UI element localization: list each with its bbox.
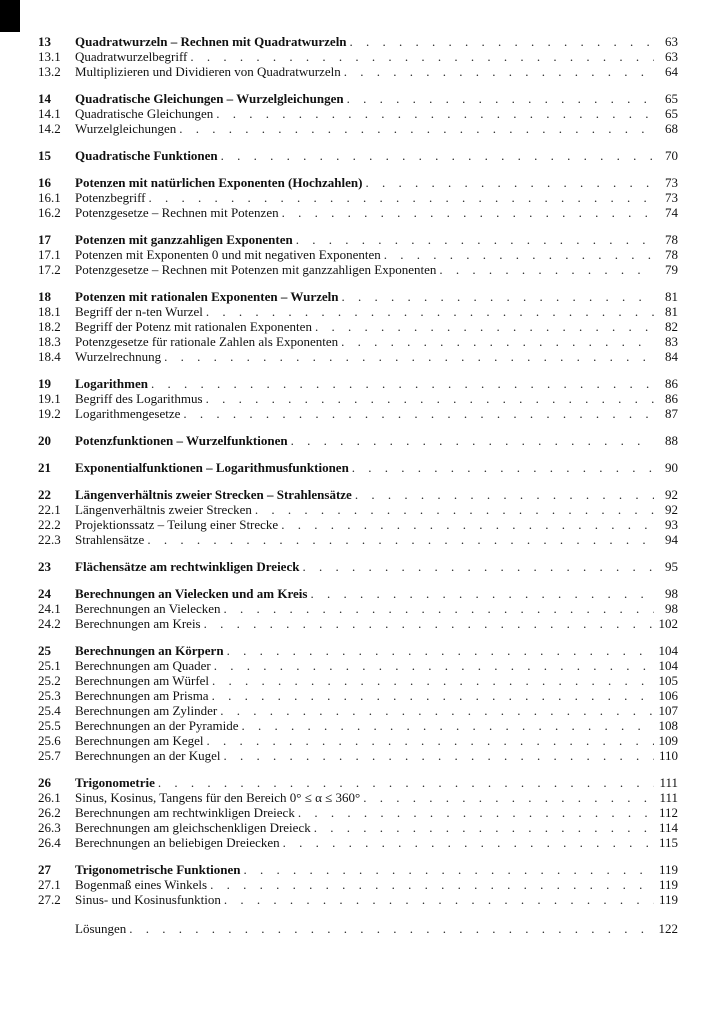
toc-leader-dots xyxy=(349,460,654,475)
toc-section-row xyxy=(38,616,678,631)
toc-page-number: 106 xyxy=(658,688,678,703)
toc-leader-dots xyxy=(312,319,654,334)
toc-page-number: 119 xyxy=(658,877,678,892)
toc-leader-dots xyxy=(126,921,654,936)
toc-section-row xyxy=(38,406,678,421)
toc-page-number: 119 xyxy=(658,892,678,907)
toc-leader-dots xyxy=(221,601,654,616)
toc-title: Wurzelrechnung xyxy=(75,349,162,364)
toc-title: Berechnungen am Prisma xyxy=(75,688,209,703)
toc-title: Exponentialfunktionen – Logarithmusfunktionen xyxy=(75,460,349,475)
toc-number: 26.1 xyxy=(38,790,61,805)
toc-section-row xyxy=(38,319,678,334)
toc-number: 19.1 xyxy=(38,391,61,406)
toc-page-number: 65 xyxy=(665,106,678,121)
toc-leader-dots xyxy=(338,334,654,349)
toc-number: 19.2 xyxy=(38,406,61,421)
toc-leader-dots xyxy=(211,658,654,673)
toc-page-number: 94 xyxy=(665,532,678,547)
toc-section-row xyxy=(38,673,678,688)
toc-title: Quadratwurzelbegriff xyxy=(75,49,188,64)
toc-number: 21 xyxy=(38,460,51,475)
toc-page-number: 102 xyxy=(658,616,678,631)
toc-section-row xyxy=(38,703,678,718)
toc-page-number: 98 xyxy=(665,586,678,601)
toc-page-number: 84 xyxy=(665,349,678,364)
toc-number: 26.3 xyxy=(38,820,61,835)
toc-page-number: 111 xyxy=(659,775,678,790)
toc-leader-dots xyxy=(176,121,654,136)
toc-page-number: 110 xyxy=(658,748,678,763)
toc-title: Potenzbegriff xyxy=(75,190,146,205)
table-of-contents xyxy=(38,34,678,936)
toc-leader-dots xyxy=(278,517,654,532)
toc-page-number: 88 xyxy=(665,433,678,448)
toc-title: Berechnungen an Vielecken und am Kreis xyxy=(75,586,308,601)
toc-section-row xyxy=(38,718,678,733)
toc-number: 17.1 xyxy=(38,247,61,262)
toc-number: 14.2 xyxy=(38,121,61,136)
toc-title: Potenzen mit rationalen Exponenten – Wurzeln xyxy=(75,289,339,304)
toc-number: 24.2 xyxy=(38,616,61,631)
toc-leader-dots xyxy=(220,748,654,763)
toc-number: 25.5 xyxy=(38,718,61,733)
toc-leader-dots xyxy=(347,34,654,49)
toc-page-number: 114 xyxy=(658,820,678,835)
toc-number: 27.2 xyxy=(38,892,61,907)
toc-number: 24 xyxy=(38,586,51,601)
toc-leader-dots xyxy=(279,205,654,220)
toc-page-number: 65 xyxy=(665,91,678,106)
toc-number: 14.1 xyxy=(38,106,61,121)
toc-page-number: 86 xyxy=(665,376,678,391)
toc-chapter-row xyxy=(38,289,678,304)
toc-section-row xyxy=(38,334,678,349)
toc-section-row xyxy=(38,835,678,850)
toc-page-number: 74 xyxy=(665,205,678,220)
toc-leader-dots xyxy=(213,106,654,121)
toc-page-number: 81 xyxy=(665,289,678,304)
toc-title: Quadratische Funktionen xyxy=(75,148,218,163)
toc-title: Berechnungen am Kreis xyxy=(75,616,201,631)
toc-leader-dots xyxy=(293,232,654,247)
toc-section-row xyxy=(38,877,678,892)
toc-title: Projektionssatz – Teilung einer Strecke xyxy=(75,517,279,532)
toc-section-row xyxy=(38,733,678,748)
toc-page-number: 119 xyxy=(658,862,678,877)
toc-leader-dots xyxy=(299,559,654,574)
toc-page-number: 78 xyxy=(665,232,678,247)
toc-title: Potenzgesetze – Rechnen mit Potenzen xyxy=(75,205,279,220)
toc-title: Berechnungen an Körpern xyxy=(75,643,224,658)
toc-page-number: 63 xyxy=(665,34,678,49)
toc-section-row xyxy=(38,658,678,673)
toc-page-number: 92 xyxy=(665,487,678,502)
toc-page-number: 68 xyxy=(665,121,678,136)
toc-title: Lösungen xyxy=(75,921,127,936)
toc-section-row xyxy=(38,517,678,532)
toc-page-number: 79 xyxy=(665,262,678,277)
toc-chapter-row xyxy=(38,433,678,448)
toc-leader-dots xyxy=(280,835,654,850)
toc-title: Begriff der Potenz mit rationalen Exponenten xyxy=(75,319,312,334)
toc-section-row xyxy=(38,748,678,763)
scan-corner-mark xyxy=(0,0,20,32)
toc-number: 23 xyxy=(38,559,51,574)
toc-number: 16.2 xyxy=(38,205,61,220)
toc-number: 17.2 xyxy=(38,262,61,277)
toc-section-row xyxy=(38,688,678,703)
toc-number: 27 xyxy=(38,862,51,877)
toc-title: Multiplizieren und Dividieren von Quadratwurzeln xyxy=(75,64,341,79)
toc-title: Potenzgesetze – Rechnen mit Potenzen mit ganzzahligen Exponenten xyxy=(75,262,437,277)
toc-leader-dots xyxy=(161,349,654,364)
toc-title: Potenzgesetze für rationale Zahlen als Exponenten xyxy=(75,334,339,349)
toc-title: Potenzen mit natürlichen Exponenten (Hochzahlen) xyxy=(75,175,363,190)
toc-number: 13 xyxy=(38,34,51,49)
toc-chapter-row xyxy=(38,91,678,106)
toc-number: 13.1 xyxy=(38,49,61,64)
toc-chapter-row xyxy=(38,148,678,163)
toc-section-row xyxy=(38,601,678,616)
toc-page-number: 109 xyxy=(658,733,678,748)
toc-title: Berechnungen am Zylinder xyxy=(75,703,218,718)
toc-title: Berechnungen an der Kugel xyxy=(75,748,221,763)
toc-title: Berechnungen an Vielecken xyxy=(75,601,221,616)
toc-chapter-row xyxy=(38,175,678,190)
toc-number: 18.2 xyxy=(38,319,61,334)
toc-title: Begriff des Logarithmus xyxy=(75,391,203,406)
toc-title: Begriff der n-ten Wurzel xyxy=(75,304,203,319)
toc-number: 16.1 xyxy=(38,190,61,205)
toc-page-number: 92 xyxy=(665,502,678,517)
toc-leader-dots xyxy=(201,616,654,631)
toc-section-row xyxy=(38,247,678,262)
toc-page-number: 87 xyxy=(665,406,678,421)
toc-number: 16 xyxy=(38,175,51,190)
toc-number: 17 xyxy=(38,232,51,247)
toc-page-number: 70 xyxy=(665,148,678,163)
toc-number: 25 xyxy=(38,643,51,658)
toc-leader-dots xyxy=(187,49,654,64)
toc-leader-dots xyxy=(360,790,654,805)
toc-page-number: 73 xyxy=(665,175,678,190)
toc-number: 19 xyxy=(38,376,51,391)
toc-title: Berechnungen am gleichschenkligen Dreieck xyxy=(75,820,311,835)
toc-title: Flächensätze am rechtwinkligen Dreieck xyxy=(75,559,300,574)
toc-page-number: 108 xyxy=(658,718,678,733)
toc-section-row xyxy=(38,190,678,205)
toc-leader-dots xyxy=(239,718,654,733)
toc-page-number: 112 xyxy=(658,805,678,820)
toc-number: 25.4 xyxy=(38,703,61,718)
toc-leader-dots xyxy=(144,532,654,547)
toc-chapter-row xyxy=(38,34,678,49)
toc-title: Sinus- und Kosinusfunktion xyxy=(75,892,221,907)
toc-title: Trigonometrische Funktionen xyxy=(75,862,241,877)
toc-page-number: 104 xyxy=(658,643,678,658)
toc-section-row xyxy=(38,391,678,406)
toc-leader-dots xyxy=(217,703,654,718)
toc-leader-dots xyxy=(288,433,654,448)
toc-chapter-row xyxy=(38,559,678,574)
toc-section-row xyxy=(38,262,678,277)
toc-title: Wurzelgleichungen xyxy=(75,121,177,136)
toc-leader-dots xyxy=(209,688,654,703)
toc-number: 25.7 xyxy=(38,748,61,763)
toc-title: Berechnungen an der Pyramide xyxy=(75,718,239,733)
toc-section-row xyxy=(38,64,678,79)
toc-leader-dots xyxy=(146,190,654,205)
toc-page-number: 111 xyxy=(659,790,678,805)
toc-number: 25.3 xyxy=(38,688,61,703)
toc-page-number: 93 xyxy=(665,517,678,532)
toc-section-row xyxy=(38,106,678,121)
toc-title: Quadratwurzeln – Rechnen mit Quadratwurzeln xyxy=(75,34,347,49)
toc-leader-dots xyxy=(339,289,655,304)
toc-title: Quadratische Gleichungen – Wurzelgleichungen xyxy=(75,91,344,106)
toc-number: 14 xyxy=(38,91,51,106)
toc-leader-dots xyxy=(203,304,654,319)
toc-number: 13.2 xyxy=(38,64,61,79)
toc-title: Sinus, Kosinus, Tangens für den Bereich 0° ≤ α ≤ 360° xyxy=(75,790,361,805)
toc-number: 22.2 xyxy=(38,517,61,532)
toc-page-number: 122 xyxy=(658,921,678,936)
toc-page-number: 104 xyxy=(658,658,678,673)
toc-number: 25.1 xyxy=(38,658,61,673)
toc-solutions-row xyxy=(38,921,678,936)
toc-leader-dots xyxy=(311,820,654,835)
toc-page-number: 107 xyxy=(658,703,678,718)
toc-section-row xyxy=(38,892,678,907)
toc-page-number: 98 xyxy=(665,601,678,616)
toc-number: 18.1 xyxy=(38,304,61,319)
toc-leader-dots xyxy=(241,862,654,877)
toc-leader-dots xyxy=(295,805,654,820)
toc-number: 25.6 xyxy=(38,733,61,748)
toc-number: 26.2 xyxy=(38,805,61,820)
toc-leader-dots xyxy=(362,175,654,190)
toc-leader-dots xyxy=(218,148,654,163)
toc-leader-dots xyxy=(207,877,654,892)
toc-page-number: 86 xyxy=(665,391,678,406)
toc-chapter-row xyxy=(38,862,678,877)
toc-title: Längenverhältnis zweier Strecken – Strahlensätze xyxy=(75,487,352,502)
toc-chapter-row xyxy=(38,586,678,601)
toc-leader-dots xyxy=(209,673,654,688)
toc-chapter-row xyxy=(38,232,678,247)
toc-title: Logarithmen xyxy=(75,376,148,391)
toc-number: 22 xyxy=(38,487,51,502)
toc-section-row xyxy=(38,349,678,364)
toc-number: 22.1 xyxy=(38,502,61,517)
toc-leader-dots xyxy=(381,247,654,262)
toc-leader-dots xyxy=(204,733,654,748)
toc-page-number: 90 xyxy=(665,460,678,475)
toc-number: 22.3 xyxy=(38,532,61,547)
toc-chapter-row xyxy=(38,775,678,790)
toc-page-number: 63 xyxy=(665,49,678,64)
toc-leader-dots xyxy=(221,892,654,907)
toc-section-row xyxy=(38,820,678,835)
toc-number: 26 xyxy=(38,775,51,790)
toc-page-number: 115 xyxy=(658,835,678,850)
toc-page-number: 64 xyxy=(665,64,678,79)
toc-chapter-row xyxy=(38,643,678,658)
toc-chapter-row xyxy=(38,487,678,502)
toc-section-row xyxy=(38,49,678,64)
toc-number: 20 xyxy=(38,433,51,448)
toc-leader-dots xyxy=(307,586,654,601)
toc-leader-dots xyxy=(341,64,654,79)
toc-title: Berechnungen an beliebigen Dreiecken xyxy=(75,835,280,850)
toc-page-number: 95 xyxy=(665,559,678,574)
toc-number: 25.2 xyxy=(38,673,61,688)
toc-leader-dots xyxy=(352,487,654,502)
toc-number: 18 xyxy=(38,289,51,304)
toc-number: 27.1 xyxy=(38,877,61,892)
toc-number: 24.1 xyxy=(38,601,61,616)
toc-section-row xyxy=(38,532,678,547)
toc-leader-dots xyxy=(155,775,654,790)
toc-leader-dots xyxy=(148,376,654,391)
toc-title: Strahlensätze xyxy=(75,532,145,547)
toc-chapter-row xyxy=(38,376,678,391)
toc-number: 26.4 xyxy=(38,835,61,850)
toc-section-row xyxy=(38,502,678,517)
toc-page-number: 73 xyxy=(665,190,678,205)
toc-title: Potenzfunktionen – Wurzelfunktionen xyxy=(75,433,288,448)
toc-leader-dots xyxy=(344,91,654,106)
toc-number: 15 xyxy=(38,148,51,163)
toc-title: Potenzen mit Exponenten 0 und mit negativen Exponenten xyxy=(75,247,381,262)
toc-leader-dots xyxy=(224,643,654,658)
toc-title: Quadratische Gleichungen xyxy=(75,106,214,121)
toc-section-row xyxy=(38,805,678,820)
toc-title: Berechnungen am Quader xyxy=(75,658,211,673)
toc-page-number: 83 xyxy=(665,334,678,349)
toc-section-row xyxy=(38,121,678,136)
toc-page-number: 105 xyxy=(658,673,678,688)
toc-number: 18.3 xyxy=(38,334,61,349)
toc-title: Längenverhältnis zweier Strecken xyxy=(75,502,252,517)
toc-title: Trigonometrie xyxy=(75,775,155,790)
toc-title: Berechnungen am Kegel xyxy=(75,733,204,748)
toc-title: Logarithmengesetze xyxy=(75,406,181,421)
toc-title: Berechnungen am Würfel xyxy=(75,673,210,688)
toc-section-row xyxy=(38,790,678,805)
toc-title: Potenzen mit ganzzahligen Exponenten xyxy=(75,232,293,247)
toc-leader-dots xyxy=(252,502,654,517)
toc-section-row xyxy=(38,304,678,319)
toc-leader-dots xyxy=(436,262,654,277)
toc-chapter-row xyxy=(38,460,678,475)
toc-section-row xyxy=(38,205,678,220)
toc-page-number: 78 xyxy=(665,247,678,262)
toc-title: Berechnungen am rechtwinkligen Dreieck xyxy=(75,805,295,820)
toc-leader-dots xyxy=(203,391,654,406)
toc-page-number: 81 xyxy=(665,304,678,319)
toc-number: 18.4 xyxy=(38,349,61,364)
toc-leader-dots xyxy=(180,406,654,421)
toc-title: Bogenmaß eines Winkels xyxy=(75,877,208,892)
toc-page-number: 82 xyxy=(665,319,678,334)
